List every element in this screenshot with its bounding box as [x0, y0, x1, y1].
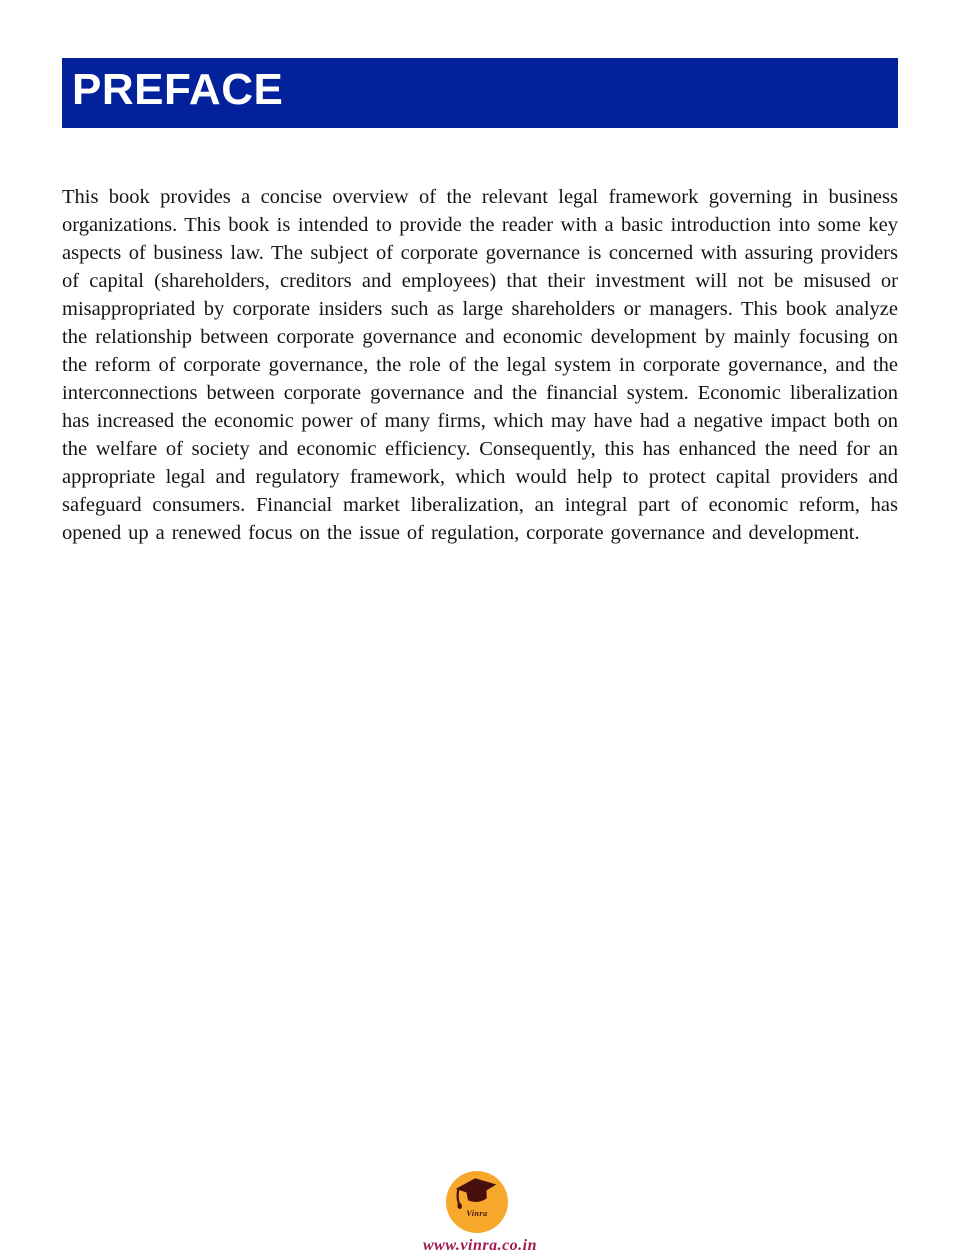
publisher-logo: [446, 1171, 508, 1233]
page-title: PREFACE: [72, 65, 284, 114]
website-url[interactable]: www.vinra.co.in: [422, 1237, 538, 1254]
preface-paragraph: This book provides a concise overview of the relevant legal framework governing in business organizations. This book is intended to provide the reader with a basic introduction into some key aspects of business law. The subject of corporate governance is concerned with assuring providers of capital (shareholders, creditors and employees) that their investment will not be misused or misappropriated by corporate insiders such as large shareholders or managers. This book analyze the relationship between corporate governance and economic development by mainly focusing on the reform of corporate governance, the role of the legal system in corporate governance, and the interconnections between corporate governance and the financial system. Economic liberalization has increased the economic power of many firms, which may have had a negative impact both on the welfare of society and economic efficiency. Consequently, this has enhanced the need for an appropriate legal and regulatory framework, which would help to protect capital providers and safeguard consumers. Financial market liberalization, an integral part of economic reform, has opened up a renewed focus on the issue of regulation, corporate governance and development.: [62, 186, 898, 544]
preface-header-bar: [62, 58, 898, 128]
logo-wordmark: Vinra: [466, 1209, 488, 1218]
